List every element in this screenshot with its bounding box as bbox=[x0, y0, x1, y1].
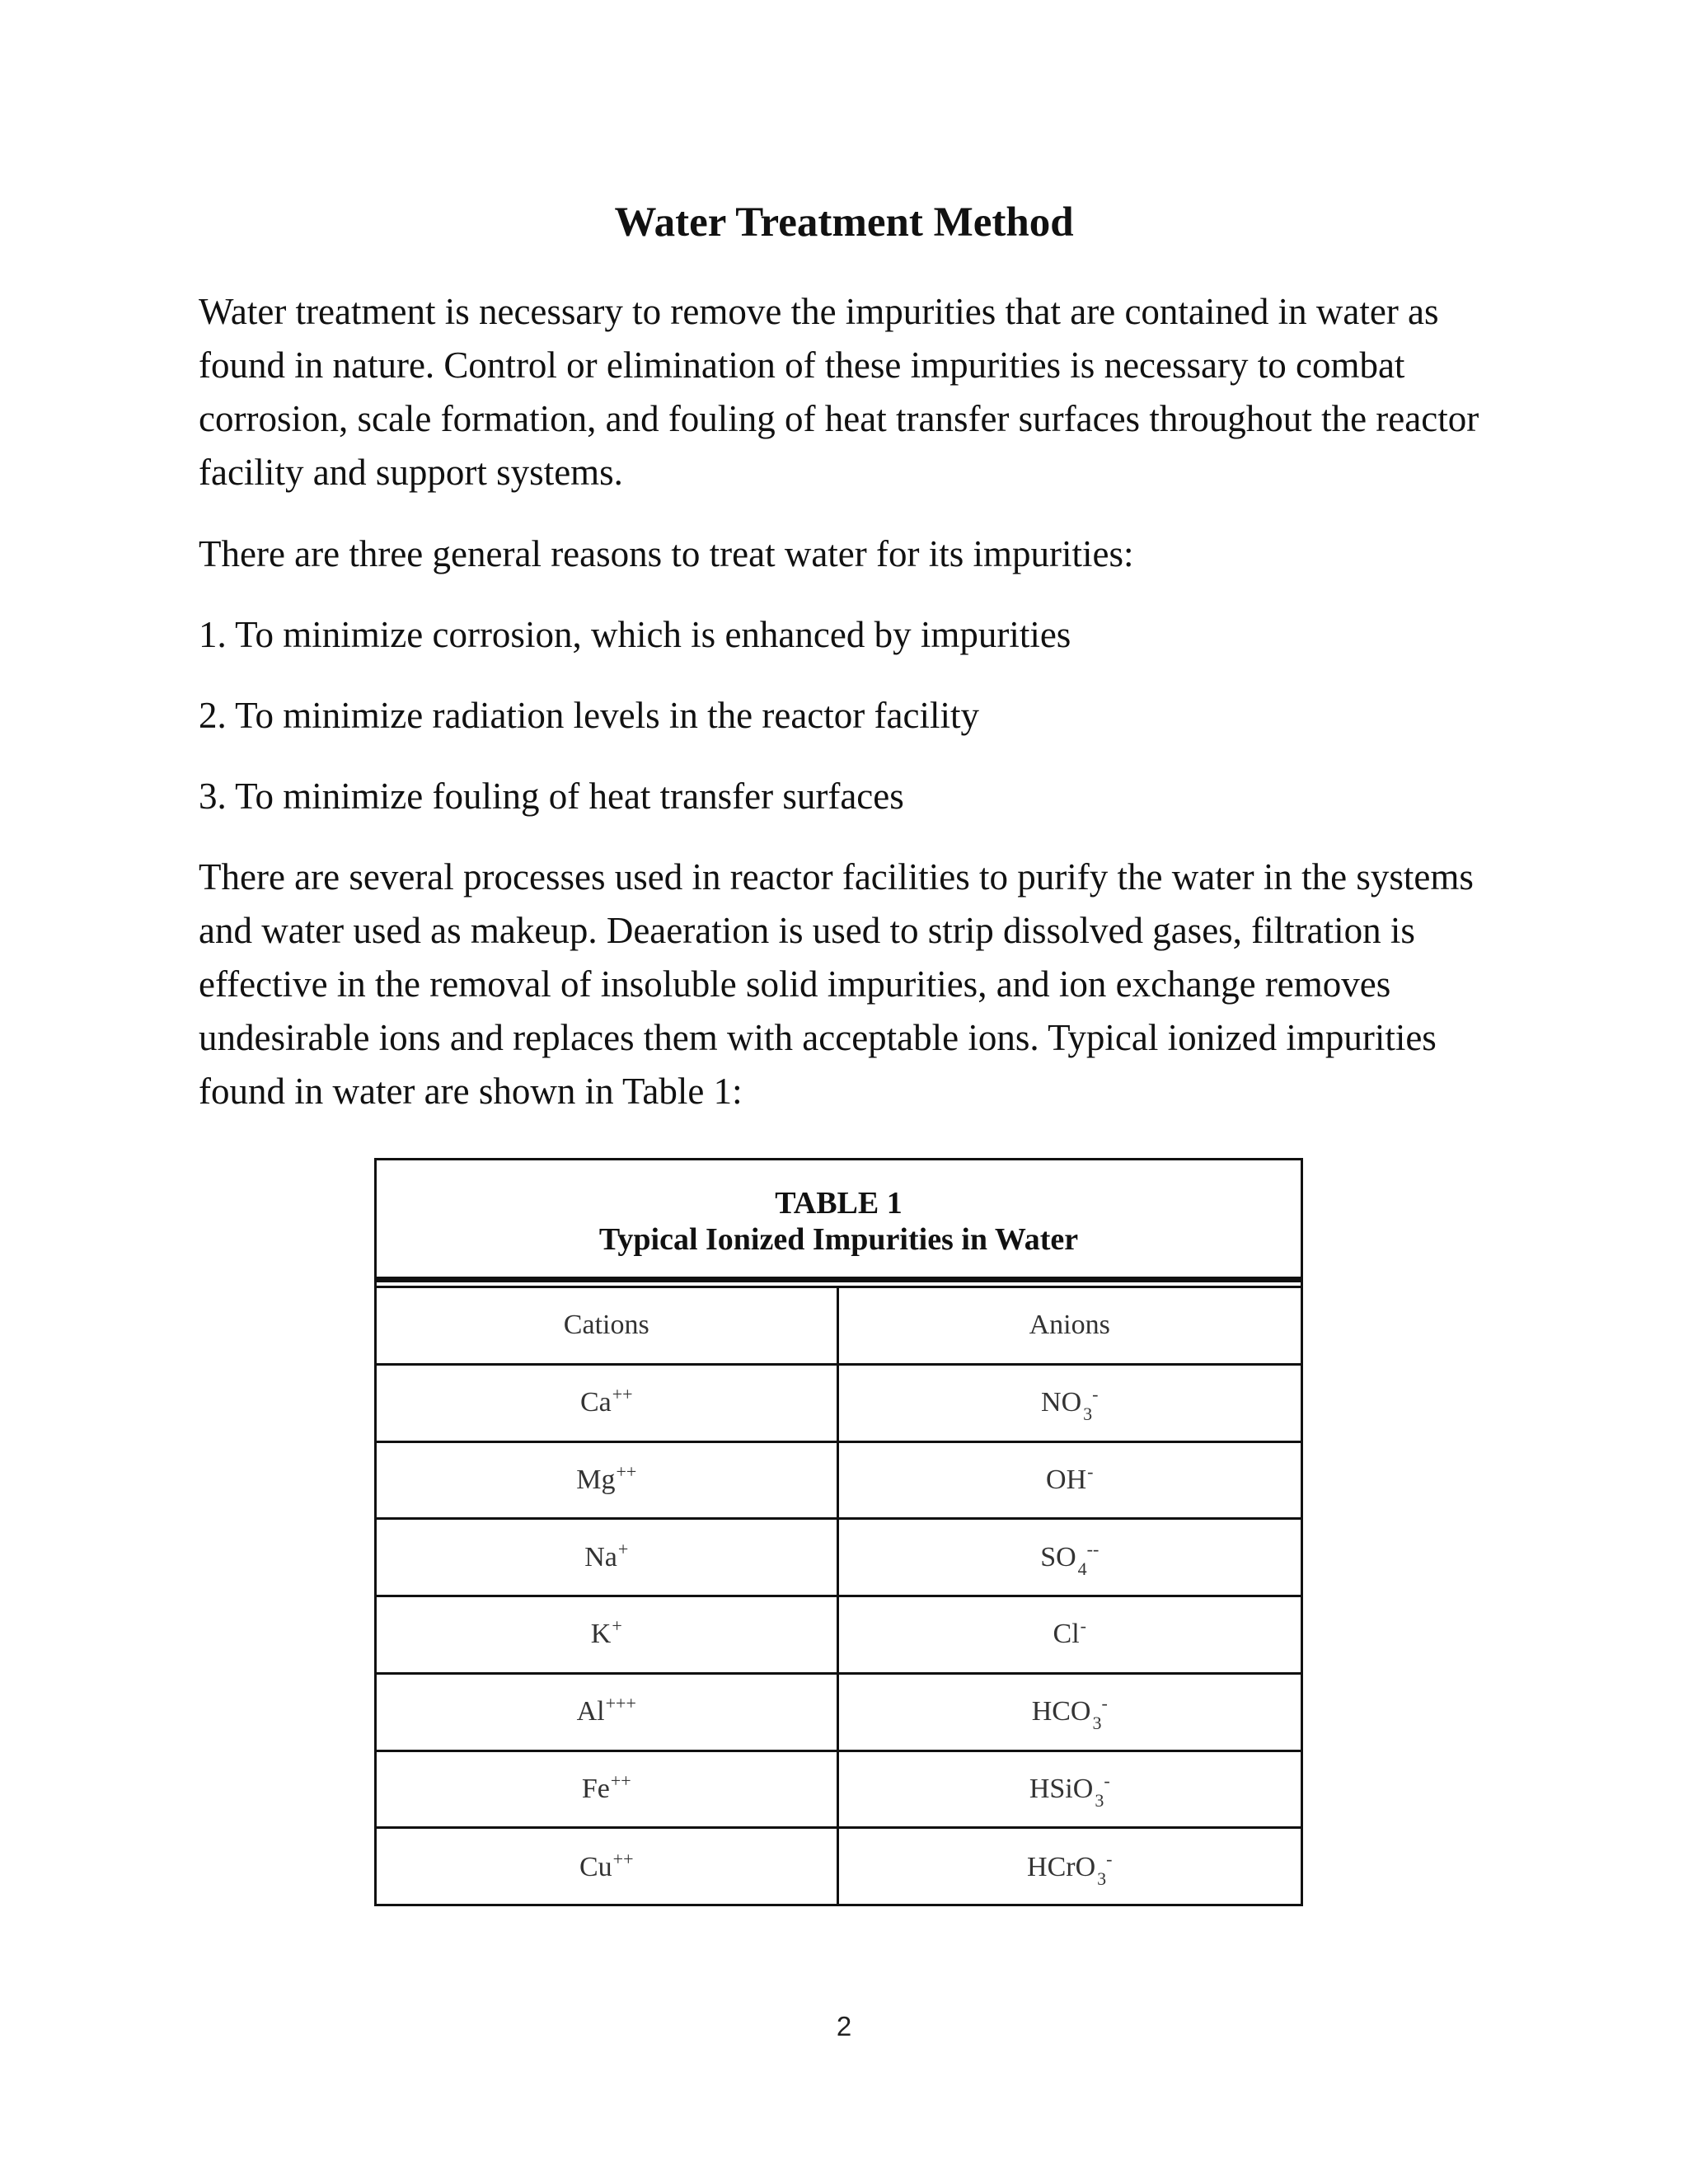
anion-cell bbox=[839, 1366, 1301, 1443]
ion-charge: ++ bbox=[616, 1460, 637, 1482]
processes-paragraph: There are several processes used in reactor facilities to purify the water in the systems and water used as makeup. Deaeration is used to strip dissolved gases, filtration is effective in the removal of insoluble solid impurities, and ion exchange removes undesirable ions and replaces them with acceptable ions. Typical ionized impurities found in water are shown in Table 1: bbox=[199, 856, 1474, 1112]
impurities-table bbox=[374, 1158, 1303, 1906]
cation-cell bbox=[377, 1829, 839, 1906]
ion-charge: - bbox=[1087, 1460, 1094, 1482]
reason-item-2: 2. To minimize radiation levels in the reactor facility bbox=[199, 695, 979, 736]
ion-subscript: 3 bbox=[1083, 1404, 1093, 1425]
ion-symbol: Cl bbox=[1053, 1619, 1080, 1650]
ion-symbol: Mg bbox=[576, 1464, 616, 1495]
ion-charge: ++ bbox=[612, 1384, 633, 1405]
header-cations: Cations bbox=[377, 1288, 839, 1366]
header-anions: Anions bbox=[839, 1288, 1301, 1366]
ion-symbol: HCO bbox=[1031, 1696, 1091, 1727]
ion-subscript: 3 bbox=[1097, 1868, 1107, 1890]
cation-cell bbox=[377, 1520, 839, 1597]
ion-charge: -- bbox=[1086, 1538, 1100, 1559]
ion-symbol: Cu bbox=[579, 1852, 612, 1883]
ion-charge: - bbox=[1104, 1769, 1110, 1791]
ion-symbol: Ca bbox=[579, 1387, 612, 1418]
anion-cell bbox=[839, 1597, 1301, 1675]
ion-charge: - bbox=[1080, 1615, 1086, 1637]
ion-charge: ++ bbox=[612, 1849, 634, 1870]
anion-cell bbox=[839, 1675, 1301, 1752]
cation-cell bbox=[377, 1443, 839, 1521]
ion-symbol: Fe bbox=[581, 1773, 610, 1804]
ion-charge: - bbox=[1101, 1693, 1108, 1714]
ion-symbol: Al bbox=[576, 1696, 605, 1727]
ion-subscript: 3 bbox=[1095, 1789, 1104, 1811]
table-caption-text: Typical Ionized Impurities in Water bbox=[598, 1222, 1079, 1257]
cation-cell bbox=[377, 1675, 839, 1752]
ion-charge: - bbox=[1092, 1384, 1099, 1405]
cation-cell bbox=[377, 1752, 839, 1830]
reason-item-3: 3. To minimize fouling of heat transfer surfaces bbox=[199, 776, 904, 817]
cation-cell bbox=[377, 1597, 839, 1675]
ion-charge: + bbox=[612, 1615, 622, 1637]
page-number: 2 bbox=[836, 2011, 852, 2041]
intro-paragraph: Water treatment is necessary to remove the impurities that are contained in water as found in nature. Control or elimination of these impurities is necessary to combat corrosion, scale formation, and fouling of heat transfer surfaces throughout the reactor facility and support systems. bbox=[199, 291, 1479, 493]
anion-cell bbox=[839, 1752, 1301, 1830]
anion-cell bbox=[839, 1520, 1301, 1597]
reason-item-1: 1. To minimize corrosion, which is enhanced by impurities bbox=[199, 614, 1071, 655]
ion-symbol: HSiO bbox=[1029, 1773, 1094, 1804]
page-title: Water Treatment Method bbox=[614, 199, 1074, 246]
ion-charge: - bbox=[1106, 1849, 1113, 1870]
table-label: TABLE 1 bbox=[775, 1186, 903, 1221]
ion-symbol: SO bbox=[1040, 1541, 1076, 1572]
anion-cell bbox=[839, 1829, 1301, 1906]
reasons-intro-paragraph: There are three general reasons to treat water for its impurities: bbox=[199, 533, 1134, 574]
table-caption bbox=[377, 1160, 1301, 1282]
table-grid bbox=[377, 1286, 1301, 1906]
ion-symbol: Na bbox=[584, 1541, 617, 1572]
ion-subscript: 3 bbox=[1092, 1713, 1102, 1734]
cation-cell bbox=[377, 1366, 839, 1443]
ion-charge: +++ bbox=[605, 1693, 636, 1714]
anion-cell bbox=[839, 1443, 1301, 1521]
ion-subscript: 4 bbox=[1077, 1558, 1087, 1579]
ion-charge: + bbox=[617, 1538, 629, 1559]
ion-symbol: K bbox=[590, 1619, 612, 1650]
ion-charge: ++ bbox=[610, 1769, 631, 1791]
ion-symbol: NO bbox=[1041, 1387, 1082, 1418]
ion-symbol: HCrO bbox=[1027, 1852, 1096, 1883]
ion-symbol: OH bbox=[1046, 1464, 1087, 1495]
